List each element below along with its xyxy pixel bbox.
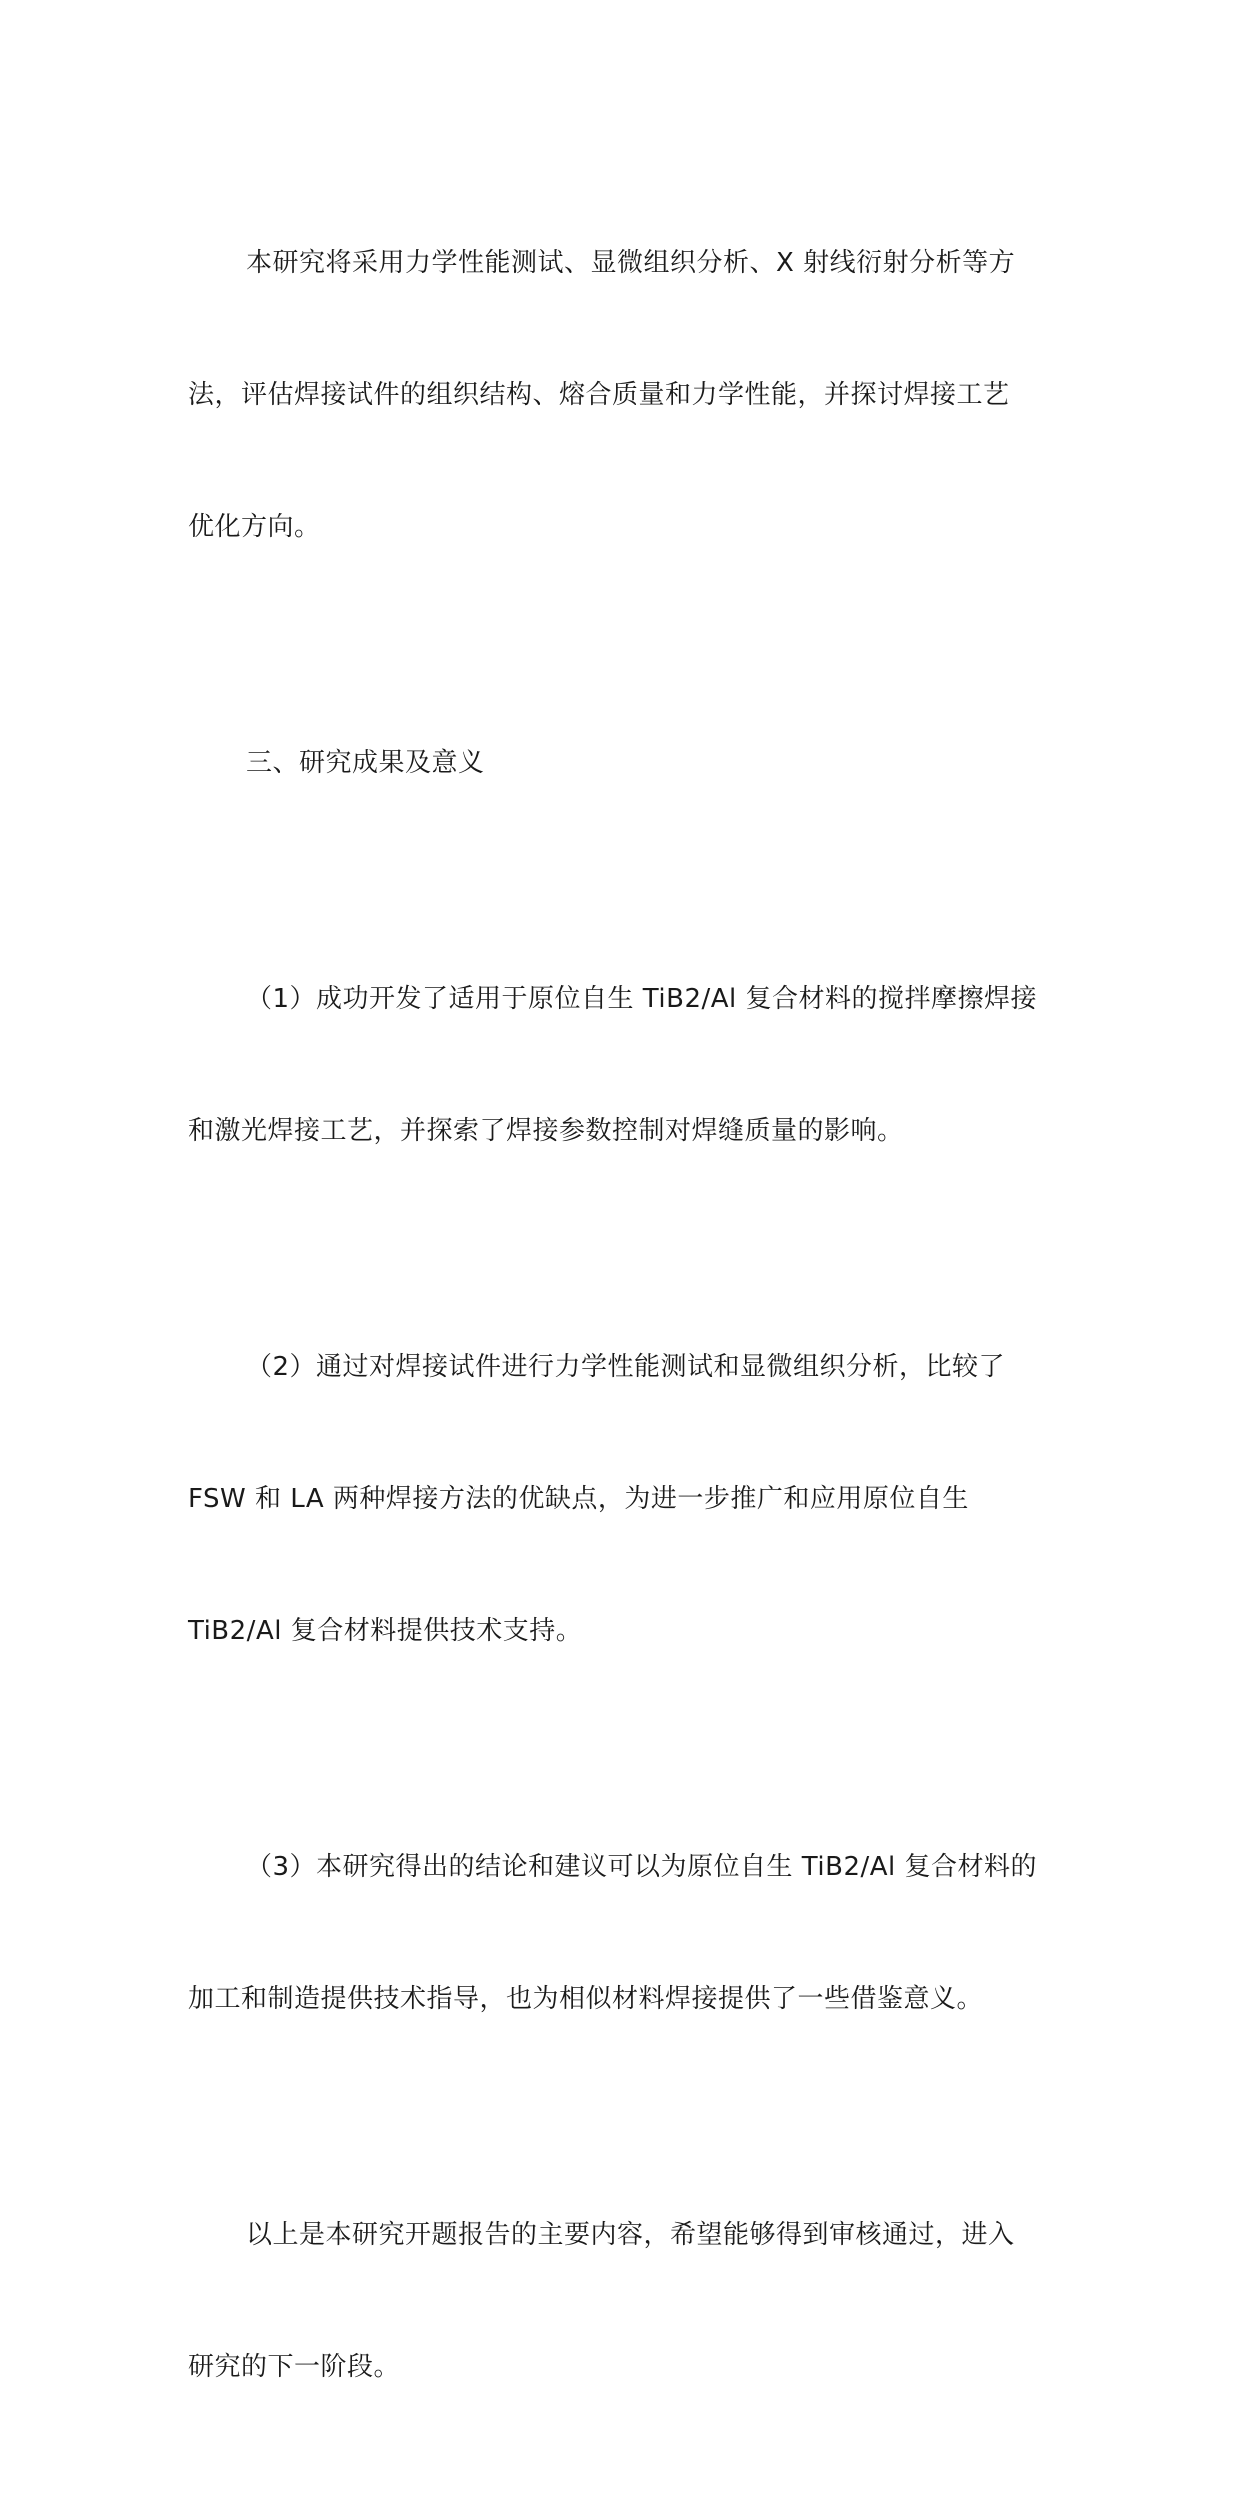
section-heading-text: 三、研究成果及意义 [246, 748, 485, 778]
paragraph-result-1 [188, 889, 1058, 1241]
paragraph-line: 加工和制造提供技术指导，也为相似材料焊接提供了一些借鉴意义。 [188, 1984, 984, 2014]
paragraph-line: 法，评估焊接试件的组织结构、熔合质量和力学性能，并探讨焊接工艺 [188, 380, 1010, 410]
paragraph-line: 优化方向。 [188, 512, 321, 542]
paragraph-line: 以上是本研究开题报告的主要内容，希望能够得到审核通过，进入 [246, 2220, 1015, 2250]
paragraph-line: （2）通过对焊接试件进行力学性能测试和显微组织分析，比较了 [246, 1352, 1006, 1382]
paragraph-line: FSW 和 LA 两种焊接方法的优缺点，为进一步推广和应用原位自生 [188, 1484, 969, 1514]
paragraph-line: （1）成功开发了适用于原位自生 TiB2/Al 复合材料的搅拌摩擦焊接 [246, 984, 1038, 1014]
paragraph-line: 和激光焊接工艺，并探索了焊接参数控制对焊缝质量的影响。 [188, 1116, 904, 1146]
paragraph-line: （3）本研究得出的结论和建议可以为原位自生 TiB2/Al 复合材料的 [246, 1852, 1038, 1882]
paragraph-line: 研究的下一阶段。 [188, 2352, 401, 2382]
paragraph-methods [188, 153, 1058, 637]
section-heading [188, 653, 1058, 873]
paragraph-result-3 [188, 1757, 1058, 2109]
document-body [188, 153, 1058, 2493]
paragraph-line: TiB2/Al 复合材料提供技术支持。 [188, 1616, 583, 1646]
paragraph-conclusion [188, 2125, 1058, 2477]
paragraph-result-2 [188, 1257, 1058, 1741]
paragraph-line: 本研究将采用力学性能测试、显微组织分析、X 射线衍射分析等方 [246, 248, 1016, 278]
